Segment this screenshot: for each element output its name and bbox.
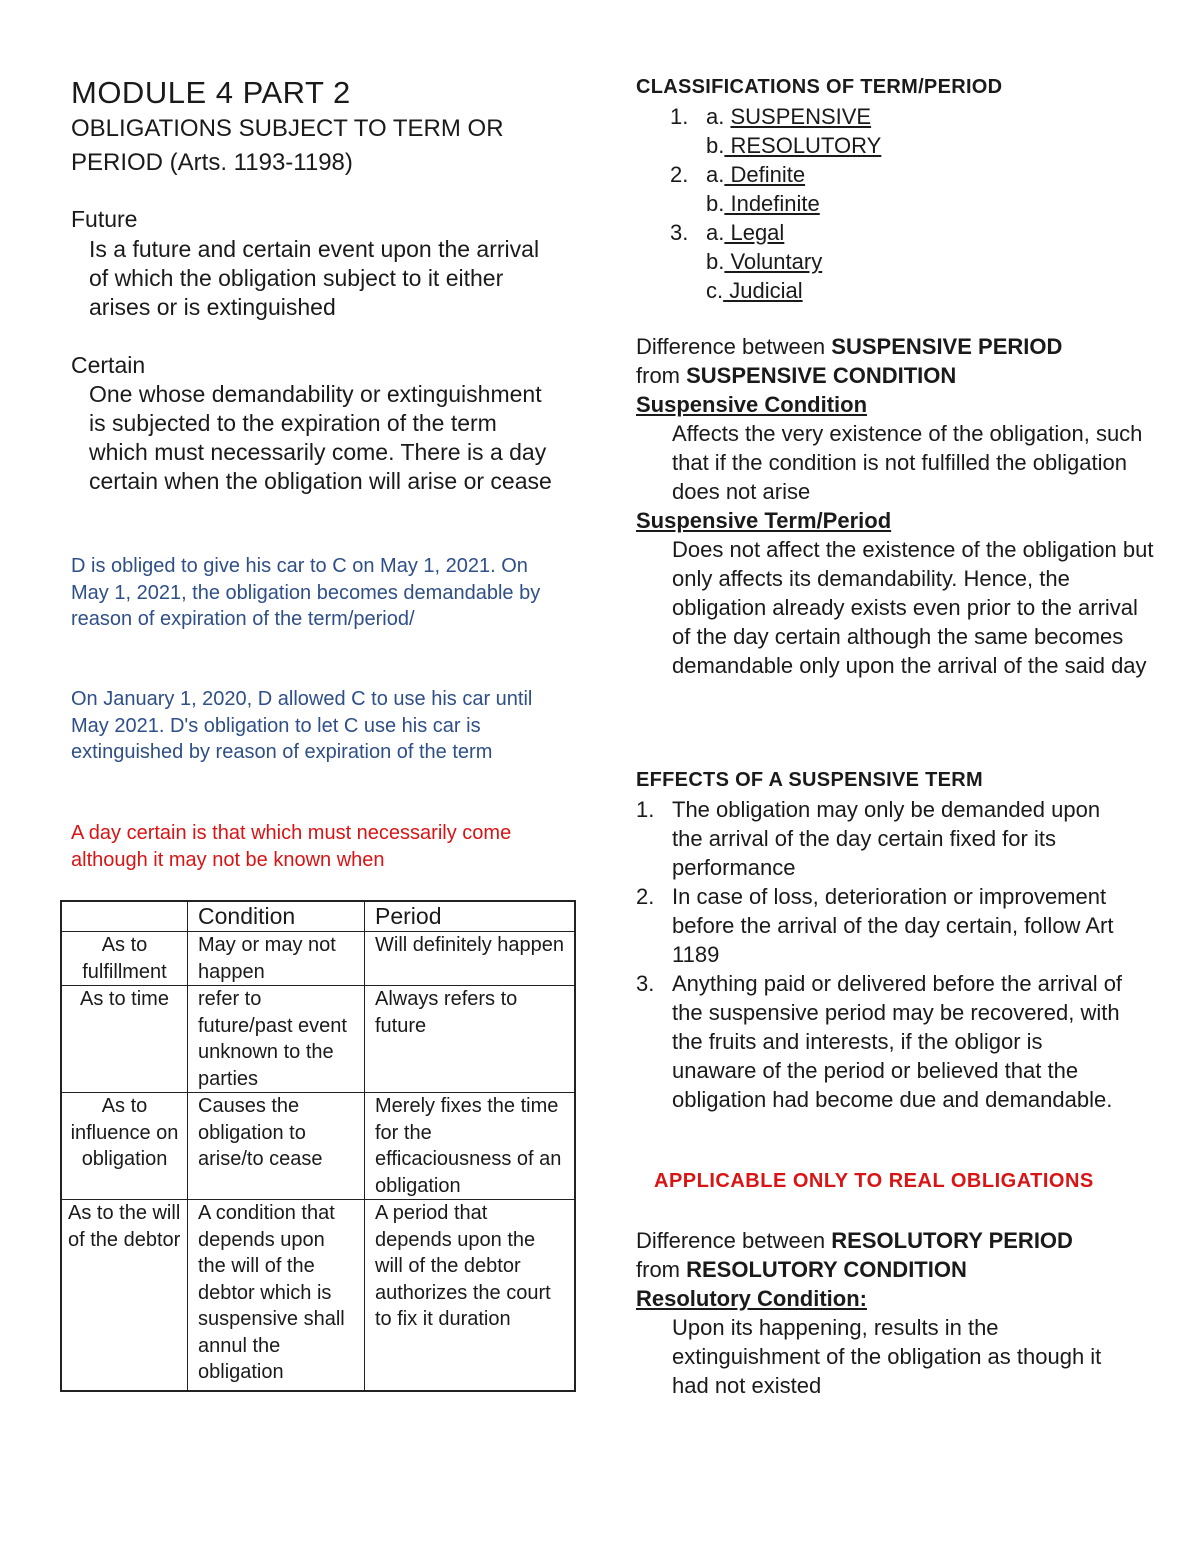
list-item: 2. In case of loss, deterioration or improvement before the arrival of the day certain, follow Art 1189: [636, 884, 1114, 967]
table-cell: refer to future/past event unknown to the parties: [188, 986, 365, 1093]
list-label: SUSPENSIVE: [730, 104, 872, 129]
list-item: 3. Anything paid or delivered before the arrival of the suspensive period may be recovered, with the fruits and interests, if the obligor is unaware of the period or believed that the obligation had become due and demandable.: [636, 971, 1123, 1112]
certain-term: Certain: [71, 352, 146, 378]
table-header-cell: [61, 901, 188, 932]
list-prefix: b.: [706, 249, 725, 274]
table-cell: A condition that depends upon the will of the debtor which is suspensive shall annul the obligation: [188, 1200, 365, 1391]
table-header-row: [61, 901, 575, 932]
list-prefix: b.: [706, 133, 725, 158]
table-row: [61, 986, 575, 1093]
list-prefix: a.: [706, 162, 725, 187]
table-cell: Will definitely happen: [365, 932, 576, 986]
resolutory-condition-definition: Upon its happening, results in the extinguishment of the obligation as though it had not existed: [672, 1315, 1102, 1398]
example-1: D is obliged to give his car to C on May 1, 2021. On May 1, 2021, the obligation becomes demandable by reason of expiration of the term/period/: [71, 555, 541, 630]
module-subtitle: [71, 112, 504, 180]
table-cell: Merely fixes the time for the efficaciousness of an obligation: [365, 1093, 576, 1200]
subtitle-line-2: PERIOD (Arts. 1193-1198): [71, 149, 353, 176]
list-prefix: a.: [706, 104, 725, 129]
module-title: MODULE 4 PART 2: [71, 75, 351, 110]
list-item: [636, 218, 1156, 247]
list-number: 2.: [670, 162, 689, 187]
suspensive-term-title: Suspensive Term/Period: [636, 508, 892, 533]
suspensive-difference-heading: Difference between SUSPENSIVE PERIOD from SUSPENSIVE CONDITION: [636, 334, 1063, 388]
list-label: Judicial: [723, 278, 803, 303]
list-item: [636, 102, 1156, 131]
table-cell: As to fulfillment: [61, 932, 188, 986]
condition-vs-period-table: [60, 900, 576, 1392]
list-item: 1. The obligation may only be demanded upon the arrival of the day certain fixed for its performance: [636, 797, 1101, 880]
list-label: Definite: [724, 162, 806, 187]
list-label: Legal: [724, 220, 785, 245]
table-row: [61, 1093, 575, 1200]
list-label: Voluntary: [724, 249, 823, 274]
certain-definition: One whose demandability or extinguishment is subjected to the expiration of the term which must necessarily come. There is a day certain when the obligation will arise or cease: [89, 381, 552, 494]
classifications-heading: CLASSIFICATIONS OF TERM/PERIOD: [636, 76, 1003, 98]
future-definition: Is a future and certain event upon the arrival of which the obligation subject to it either arises or is extinguished: [89, 236, 540, 320]
suspensive-condition-definition: Affects the very existence of the obligation, such that if the condition is not fulfilled the obligation does not arise: [672, 421, 1143, 504]
list-item: [636, 276, 1156, 305]
classifications-list: [636, 102, 1156, 305]
list-label: Indefinite: [724, 191, 820, 216]
list-label: RESOLUTORY: [724, 133, 882, 158]
applicable-note: APPLICABLE ONLY TO REAL OBLIGATIONS: [654, 1170, 1094, 1192]
table-header-cell: Period: [365, 901, 576, 932]
future-term: Future: [71, 206, 138, 232]
list-item: [636, 160, 1156, 189]
list-prefix: a.: [706, 220, 725, 245]
list-item: [636, 247, 1156, 276]
list-item: [636, 189, 1156, 218]
table-cell: Causes the obligation to arise/to cease: [188, 1093, 365, 1200]
table-cell: As to influence on obligation: [61, 1093, 188, 1200]
effects-heading: EFFECTS OF A SUSPENSIVE TERM: [636, 769, 983, 791]
resolutory-condition-title: Resolutory Condition:: [636, 1286, 867, 1311]
resolutory-difference-heading: Difference between RESOLUTORY PERIOD from RESOLUTORY CONDITION: [636, 1228, 1073, 1282]
list-prefix: b.: [706, 191, 725, 216]
table-row: [61, 932, 575, 986]
list-number: 3.: [670, 220, 689, 245]
suspensive-term-definition: Does not affect the existence of the obligation but only affects its demandability. Hence, the obligation already exists even prior to the arrival of the day certain although the same becomes demandable only upon the arrival of the said day: [672, 537, 1154, 678]
table-row: [61, 1200, 575, 1391]
list-item: [636, 131, 1156, 160]
subtitle-line-1: OBLIGATIONS SUBJECT TO TERM OR: [71, 115, 504, 142]
table-cell: As to time: [61, 986, 188, 1093]
table-cell: A period that depends upon the will of the debtor authorizes the court to fix it duration: [365, 1200, 576, 1391]
table-cell: May or may not happen: [188, 932, 365, 986]
day-certain-note: A day certain is that which must necessarily come although it may not be known when: [71, 822, 512, 871]
table-header-cell: Condition: [188, 901, 365, 932]
list-number: 1.: [670, 104, 689, 129]
list-prefix: c.: [706, 278, 724, 303]
suspensive-condition-title: Suspensive Condition: [636, 392, 868, 417]
table-cell: As to the will of the debtor: [61, 1200, 188, 1391]
effects-list: [636, 795, 1132, 1114]
table-cell: Always refers to future: [365, 986, 576, 1093]
example-2: On January 1, 2020, D allowed C to use his car until May 2021. D's obligation to let C use his car is extinguished by reason of expiration of the term: [71, 688, 533, 763]
